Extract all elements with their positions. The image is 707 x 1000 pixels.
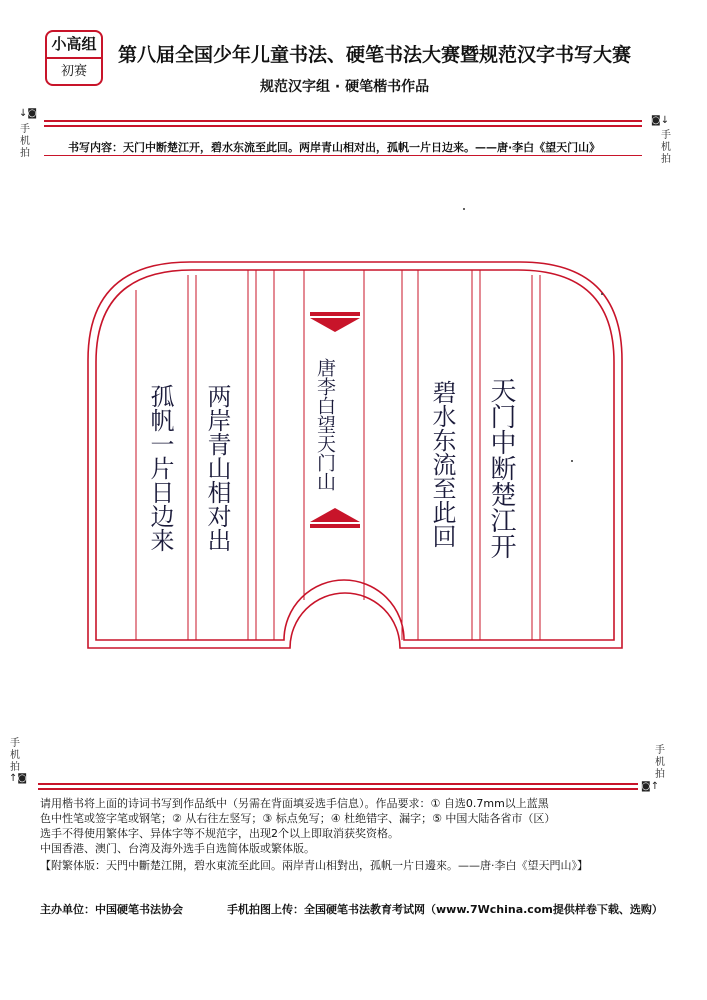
camera-icon: ◙ bbox=[651, 115, 661, 126]
column-4-text bbox=[198, 318, 244, 618]
camera-icon: ◙ bbox=[641, 781, 651, 792]
column-1-text bbox=[480, 318, 526, 618]
upload-arrow-icon: ↑ bbox=[9, 773, 18, 784]
column-5-text bbox=[140, 318, 184, 618]
download-arrow-icon: ↓ bbox=[660, 115, 670, 126]
side-label-bottom-left: 手机拍 bbox=[10, 738, 20, 773]
upload-arrow-icon: ↑ bbox=[650, 781, 660, 792]
column-3-chars: 唐李白望天门山 bbox=[314, 357, 336, 491]
ink-dot bbox=[571, 460, 573, 462]
content-line: 书写内容：天门中断楚江开，碧水东流至此回。两岸青山相对出，孤帆一片日边来。——唐·李白《望天门山》 bbox=[68, 141, 601, 154]
instruction-line: 请用楷书将上面的诗词书写到作品纸中（另需在背面填妥选手信息）。作品要求：① 自选0.7mm以上蓝黑 bbox=[40, 797, 549, 810]
ink-dot bbox=[601, 293, 603, 295]
bottom-rule-2 bbox=[38, 788, 638, 790]
ink-dot bbox=[463, 208, 465, 210]
title-band-top-stripe bbox=[310, 312, 360, 316]
camera-icon: ◙ bbox=[27, 108, 38, 119]
side-label-top-right: 手机拍 bbox=[661, 130, 671, 165]
bottom-right-camera-marker bbox=[641, 781, 659, 792]
instruction-line-traditional: 【附繁体版：天門中斷楚江開，碧水東流至此回。兩岸青山相對出，孤帆一片日邊來。——唐·李白《望天門山》】 bbox=[40, 859, 588, 872]
title-band-top-wedge bbox=[310, 318, 360, 332]
badge-group-label: 小高组 bbox=[47, 32, 101, 59]
column-2-text bbox=[421, 314, 467, 614]
side-label-top-left: 手机拍 bbox=[20, 124, 30, 159]
footer-organizer: 主办单位：中国硬笔书法协会 bbox=[40, 903, 183, 916]
title-band-bottom-stripe bbox=[310, 524, 360, 528]
camera-icon: ◙ bbox=[17, 773, 28, 784]
bottom-left-camera-marker bbox=[9, 773, 27, 784]
column-3-title-text bbox=[313, 334, 357, 514]
column-2-chars: 碧水东流至此回 bbox=[428, 380, 456, 548]
column-1-chars: 天门中断楚江开 bbox=[486, 377, 516, 559]
download-arrow-icon: ↓ bbox=[19, 108, 28, 119]
page-title: 第八届全国少年儿童书法、硬笔书法大赛暨规范汉字书写大赛 bbox=[118, 44, 632, 66]
bottom-rule-1 bbox=[38, 783, 638, 785]
instruction-line: 选手不得使用繁体字、异体字等不规范字，出现2个以上即取消获奖资格。 bbox=[40, 827, 399, 840]
instruction-line: 色中性笔或签字笔或钢笔；② 从右往左竖写；③ 标点免写；④ 杜绝错字、漏字；⑤ 中国大陆各省市（区） bbox=[40, 812, 556, 825]
side-label-bottom-right: 手机拍 bbox=[655, 745, 665, 780]
footer-upload: 手机拍图上传：全国硬笔书法教育考试网（www.7Wchina.com提供样卷下载、选购） bbox=[227, 903, 663, 916]
instruction-line: 中国香港、澳门、台湾及海外选手自选简体版或繁体版。 bbox=[40, 842, 315, 855]
badge-round-label: 初赛 bbox=[60, 64, 87, 79]
page-subtitle: 规范汉字组 · 硬笔楷书作品 bbox=[260, 79, 430, 95]
column-5-chars: 孤帆一片日边来 bbox=[146, 384, 174, 552]
column-4-chars: 两岸青山相对出 bbox=[203, 384, 231, 552]
